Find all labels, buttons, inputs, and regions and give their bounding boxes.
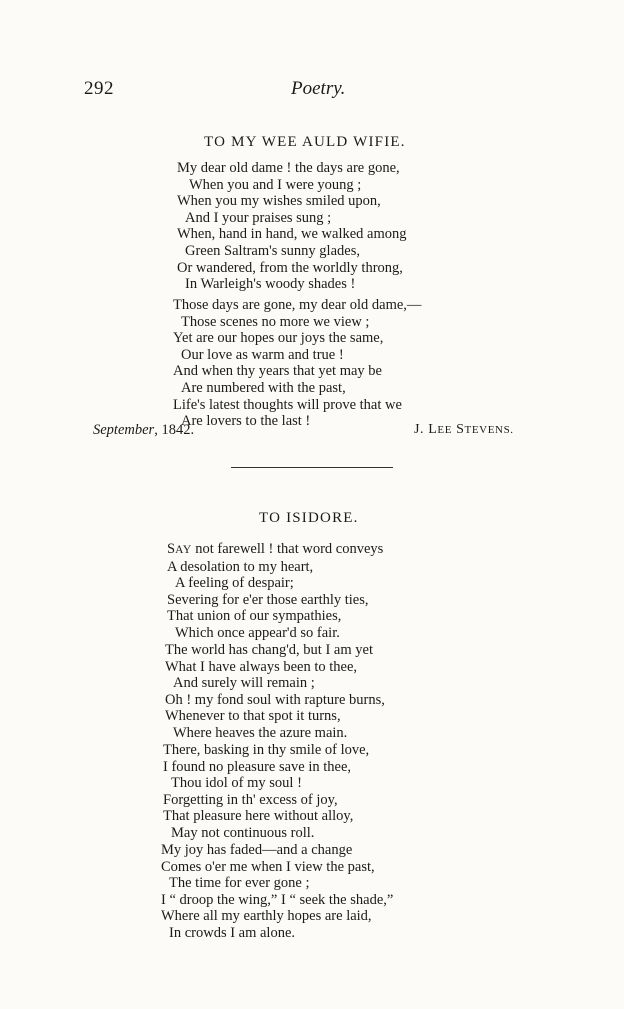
verse-line: When you and I were young ; (189, 176, 362, 193)
poem2-stanza-2 (165, 642, 385, 742)
poem1-stanza-1 (177, 160, 407, 293)
poem-date (93, 422, 194, 439)
author-smallcaps: TEVENS. (464, 424, 514, 436)
running-head: Poetry. (291, 78, 346, 99)
verse-line: Oh ! my fond soul with rapture burns, (165, 691, 385, 708)
verse-line: Whenever to that spot it turns, (165, 708, 341, 725)
verse-line: Thou idol of my soul ! (171, 775, 302, 792)
verse-line: When, hand in hand, we walked among (177, 226, 407, 243)
date-month: September (93, 422, 155, 438)
verse-line: Life's latest thoughts will prove that we (173, 396, 402, 413)
verse-line: My joy has faded—and a change (161, 842, 353, 858)
poem1-stanza-2 (173, 297, 421, 430)
verse-line: Which once appear'd so fair. (175, 624, 340, 641)
verse-line: I “ droop the wing,” I “ seek the shade,” (161, 891, 394, 908)
date-year: , 1842. (154, 422, 195, 438)
verse-line: And I your praises sung ; (185, 209, 332, 226)
verse-line: The time for ever gone ; (169, 875, 310, 892)
verse-line: My dear old dame ! the days are gone, (177, 160, 400, 176)
poem-title: TO MY WEE AULD WIFIE. (204, 134, 406, 150)
page-number: 292 (84, 78, 114, 99)
verse-line: In Warleigh's woody shades ! (185, 276, 356, 293)
verse-line (167, 541, 383, 559)
verse-line: Our love as warm and true ! (181, 346, 344, 363)
verse-line: Where all my earthly hopes are laid, (161, 908, 372, 925)
author-initial: J. L (414, 422, 438, 437)
first-word-smallcaps: AY (175, 544, 192, 556)
verse-line: The world has chang'd, but I am yet (165, 642, 373, 658)
verse-line: And surely will remain ; (173, 675, 315, 692)
verse-line: In crowds I am alone. (169, 924, 296, 941)
verse-line: Comes o'er me when I view the past, (161, 858, 375, 875)
verse-line: A desolation to my heart, (167, 558, 314, 575)
verse-line: That union of our sympathies, (167, 608, 342, 625)
verse-line: I found no pleasure save in thee, (163, 758, 352, 775)
verse-line: Yet are our hopes our joys the same, (173, 330, 384, 347)
verse-line: What I have always been to thee, (165, 658, 358, 675)
verse-line: There, basking in thy smile of love, (163, 742, 370, 758)
verse-line: Or wandered, from the worldly throng, (177, 259, 403, 276)
first-line-rest: not farewell ! that word conveys (191, 541, 384, 557)
verse-line: May not continuous roll. (171, 824, 315, 841)
poem-title: TO ISIDORE. (259, 510, 359, 526)
verse-line: Those scenes no more we view ; (181, 313, 370, 330)
poem2-stanza-4 (161, 842, 393, 942)
verse-line: Where heaves the azure main. (173, 724, 348, 741)
verse-line: And when thy years that yet may be (173, 363, 382, 380)
verse-line: Forgetting in th' excess of joy, (163, 791, 338, 808)
verse-line: Are numbered with the past, (181, 379, 346, 396)
verse-line: A feeling of despair; (175, 575, 294, 592)
section-divider (231, 467, 393, 468)
verse-line: Are lovers to the last ! (181, 413, 311, 430)
author-smallcaps: EE (437, 424, 453, 436)
poem2-stanza-3 (163, 742, 369, 842)
verse-line: That pleasure here without alloy, (163, 808, 354, 825)
poem-author (414, 422, 514, 438)
verse-line: When you my wishes smiled upon, (177, 193, 381, 210)
drop-initial: S (167, 541, 176, 557)
verse-line: Green Saltram's sunny glades, (185, 242, 360, 259)
author-surname-initial: S (452, 422, 465, 437)
poem2-stanza-1 (167, 541, 383, 642)
verse-line: Those days are gone, my dear old dame,— (173, 297, 422, 313)
verse-line: Severing for e'er those earthly ties, (167, 591, 369, 608)
